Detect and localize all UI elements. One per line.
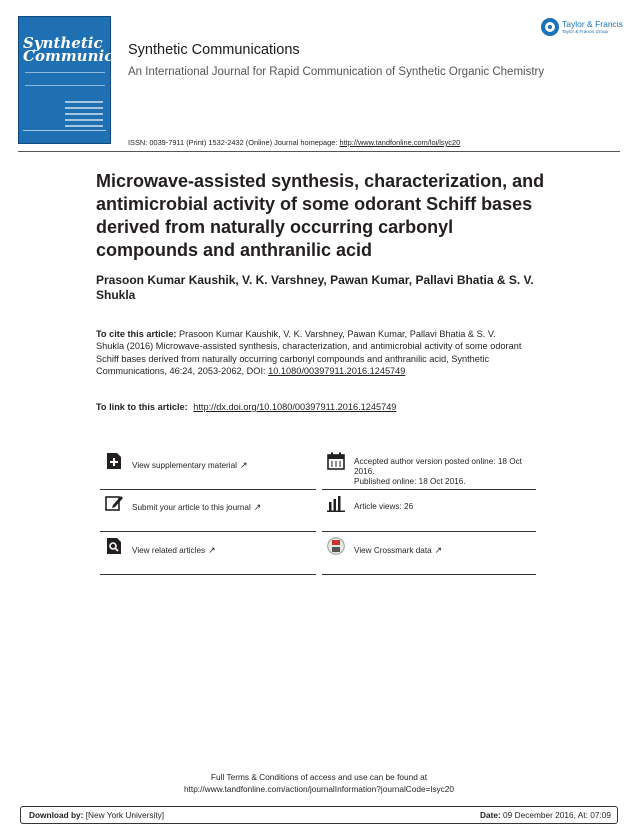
journal-title: Synthetic Communications	[128, 42, 300, 58]
header-divider	[18, 151, 620, 152]
cover-title-line1: Synthetic	[23, 34, 103, 52]
terms-line: Full Terms & Conditions of access and use can be found at	[210, 772, 428, 782]
external-link-icon: ↗	[208, 545, 216, 555]
cite-label: To cite this article:	[96, 329, 177, 339]
related-articles-icon	[105, 537, 123, 555]
grid-divider	[322, 531, 536, 532]
download-info-bar	[20, 806, 618, 824]
cover-band	[25, 72, 105, 86]
accepted-text: Accepted author version posted online: 18 Oct 2016.	[354, 457, 522, 476]
edit-icon	[105, 494, 123, 512]
submit-article-button[interactable]	[100, 494, 316, 534]
external-link-icon: ↗	[239, 460, 248, 470]
crossmark-icon	[327, 537, 345, 555]
bar-chart-icon	[327, 494, 345, 512]
submit-label	[132, 502, 261, 513]
issn-line	[128, 138, 460, 147]
journal-cover-image	[18, 16, 166, 144]
external-link-icon: ↗	[434, 545, 443, 555]
publisher-group: Taylor & Francis Group	[562, 29, 609, 34]
publisher-name: Taylor & Francis	[562, 19, 623, 29]
publisher-logo	[541, 18, 621, 40]
article-link-line	[96, 402, 396, 412]
supplementary-text: View supplementary material	[132, 461, 237, 470]
journal-subtitle: An International Journal for Rapid Communication of Synthetic Organic Chemistry	[128, 66, 545, 78]
grid-divider	[322, 489, 536, 490]
crossmark-text: View Crossmark data	[354, 546, 432, 555]
date-value: 09 December 2016, At: 07:09	[500, 810, 611, 820]
view-supplementary-button[interactable]	[100, 452, 316, 492]
article-doi-link[interactable]: http://dx.doi.org/10.1080/00397911.2016.1245749	[193, 402, 397, 412]
link-label: To link to this article:	[96, 402, 191, 412]
supplementary-icon	[105, 452, 123, 470]
download-by	[29, 810, 164, 820]
grid-divider	[322, 574, 536, 575]
article-authors: Prasoon Kumar Kaushik, V. K. Varshney, Pawan Kumar, Pallavi Bhatia & S. V. Shukla	[96, 273, 534, 302]
published-text: Published online: 18 Oct 2016.	[354, 477, 466, 486]
download-date	[480, 810, 611, 820]
terms-notice	[0, 771, 638, 795]
supplementary-label	[132, 460, 248, 471]
cover-lines	[65, 101, 103, 131]
crossmark-label	[354, 545, 442, 556]
grid-divider	[100, 531, 316, 532]
accepted-info	[322, 452, 536, 492]
download-label: Download by:	[29, 810, 84, 820]
grid-divider	[100, 489, 316, 490]
cite-text: Prasoon Kumar Kaushik, V. K. Varshney, Pawan Kumar, Pallavi Bhatia & S. V. Shukla (2016) Microwave-assisted synthesis, characterization, and antimicrobial activity of some odorant Schiff bases derived from naturally occurring carbonyl compounds and anthranilic acid, Synthetic Communications, 46:24, 2053-2062, DOI:	[96, 329, 522, 376]
submit-text: Submit your article to this journal	[132, 503, 251, 512]
views-label: Article views: 26	[354, 502, 414, 511]
publisher-logo-icon	[541, 18, 559, 36]
issn-text: ISSN: 0039-7911 (Print) 1532-2432 (Online) Journal homepage:	[128, 138, 340, 147]
terms-link[interactable]: http://www.tandfonline.com/action/journalInformation?journalCode=lsyc20	[183, 784, 455, 794]
external-link-icon: ↗	[253, 502, 262, 512]
accepted-label	[354, 457, 536, 487]
cover-footer	[23, 130, 106, 139]
date-label: Date:	[480, 810, 501, 820]
article-views-info	[322, 494, 536, 534]
calendar-icon	[327, 452, 345, 470]
cover-title-line2: Communications	[23, 47, 166, 65]
related-text: View related articles	[132, 546, 206, 555]
view-related-button[interactable]	[100, 537, 316, 577]
related-label	[132, 545, 216, 556]
article-title: Microwave-assisted synthesis, characterization, and antimicrobial activity of some odorant Schiff bases derived from naturally occurring carbonyl compounds and anthranilic acid	[96, 171, 545, 260]
download-value: [New York University]	[83, 810, 165, 820]
grid-divider	[100, 574, 316, 575]
journal-homepage-link[interactable]: http://www.tandfonline.com/loi/lsyc20	[339, 138, 461, 147]
view-crossmark-button[interactable]	[322, 537, 536, 577]
citation-block	[96, 328, 526, 377]
cite-doi-link[interactable]: 10.1080/00397911.2016.1245749	[268, 365, 406, 376]
